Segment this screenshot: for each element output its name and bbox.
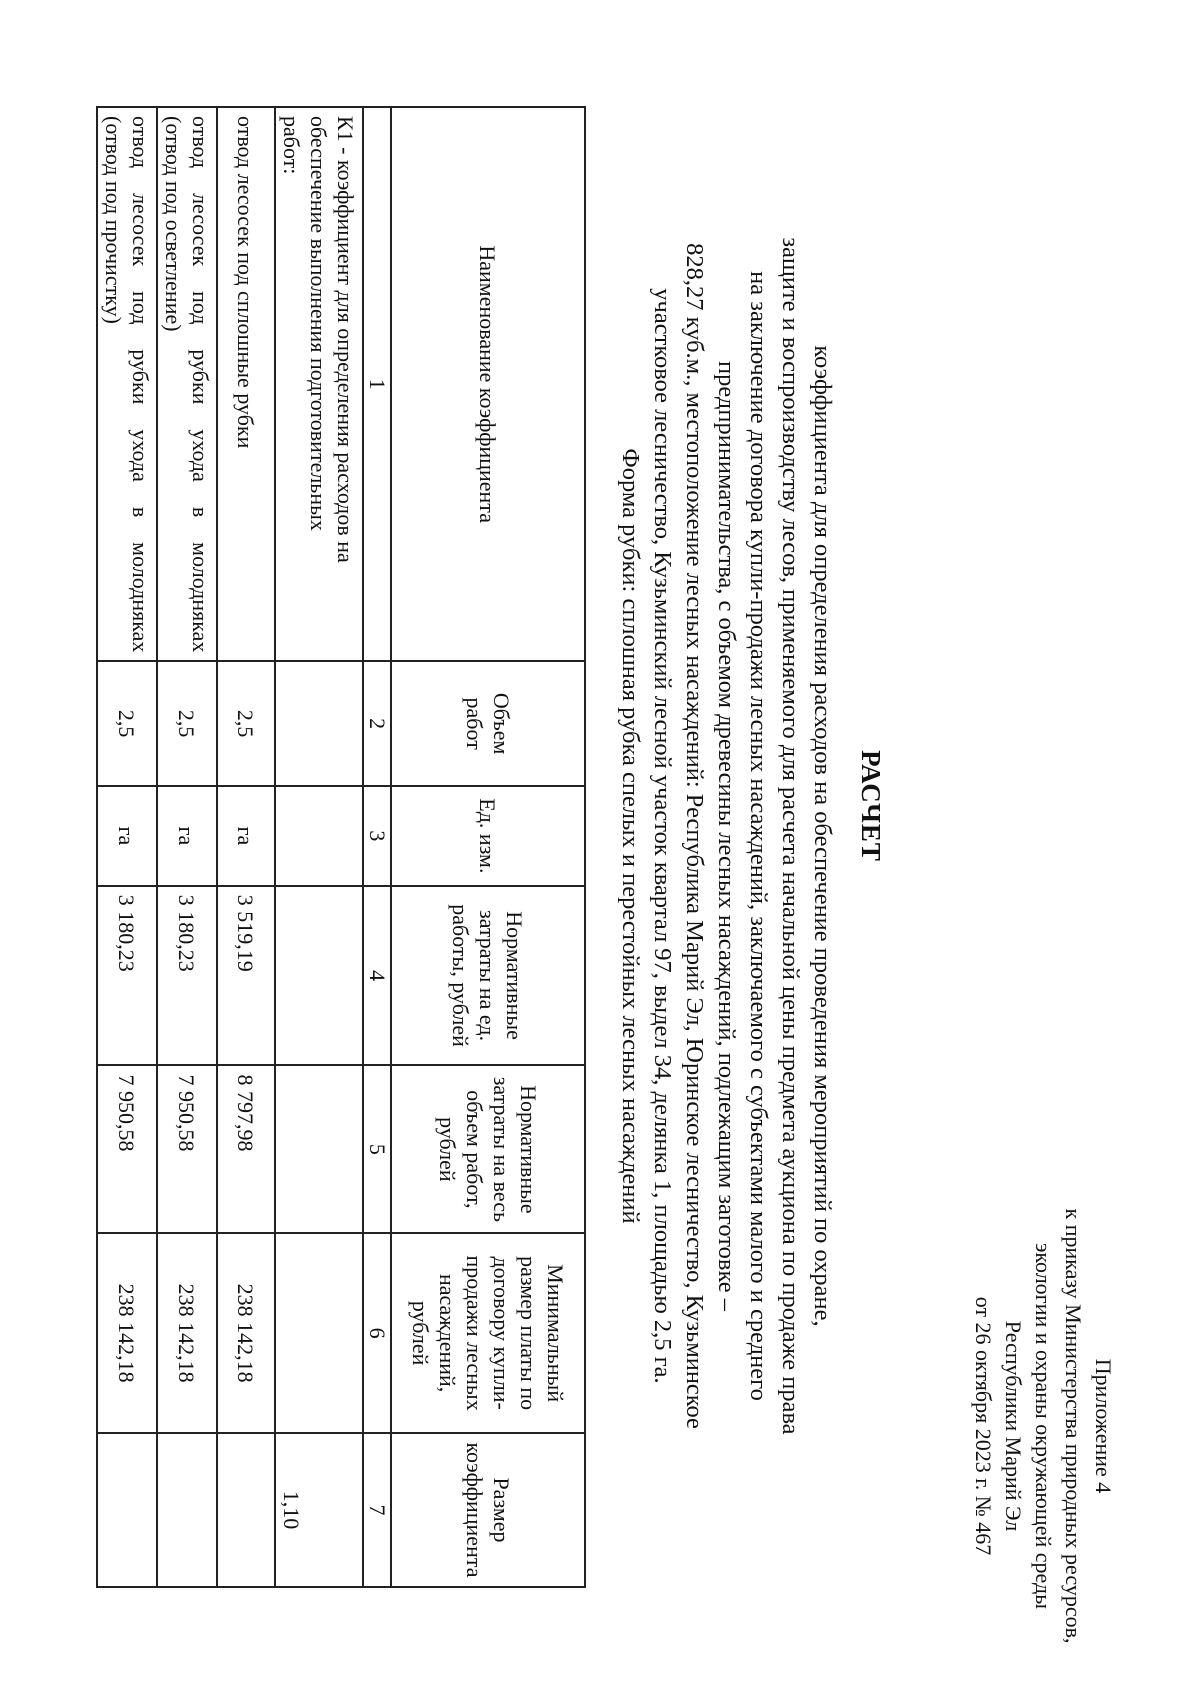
- table-row: [217, 107, 275, 1587]
- row-name-cell: [97, 107, 157, 661]
- table-row: [275, 107, 363, 1587]
- header-total-cost: Нормативные затраты на весь объем работ, рублей: [391, 1065, 585, 1233]
- row-unit-cost: 3 519,19: [217, 886, 275, 1066]
- calculation-table: [96, 106, 586, 1588]
- empty-cell: [275, 661, 363, 786]
- appendix-line: от 26 октября 2023 г. № 467: [971, 1296, 996, 1556]
- subtitle-line: 828,27 куб.м., местоположение лесных насаждений: Республика Марий Эл, Юринское лесничество, Кузьминское: [681, 243, 708, 1429]
- subtitle-line: на заключение договора купли-продажи лесных насаждений, заключаемого с субъектами малого и среднего: [745, 271, 772, 1401]
- row-volume: 2,5: [97, 661, 157, 786]
- header-coefficient-size: Размер коэффициента: [391, 1433, 585, 1587]
- column-number: 6: [363, 1233, 391, 1433]
- table-header-row: [391, 107, 585, 1587]
- k1-name-line: К1 - коэффициент для определения расходов на: [333, 116, 359, 563]
- header-coefficient-name: Наименование коэффициента: [391, 107, 585, 661]
- subtitle-line: защите и воспроизводству лесов, применяемого для расчета начальной цены предмета аукциона по продаже права: [777, 237, 804, 1435]
- appendix-block: [968, 1186, 1118, 1666]
- row-total-cost: 7 950,58: [157, 1065, 217, 1233]
- empty-cell: [157, 1433, 217, 1587]
- appendix-line: экологии и охраны окружающей среды: [1031, 1242, 1056, 1610]
- appendix-line: Приложение 4: [1091, 1358, 1116, 1494]
- row-name-line: (отвод под прочистку): [101, 116, 126, 324]
- subtitle-line: коэффициента для определения расходов на обеспечение проведения мероприятий по охране,: [809, 345, 836, 1327]
- subtitle-line: предпринимательства, с объемом древесины лесных насаждений, подлежащим заготовке –: [713, 360, 740, 1312]
- column-number: 5: [363, 1065, 391, 1233]
- row-total-cost: 7 950,58: [97, 1065, 157, 1233]
- appendix-line: Республики Марий Эл: [1001, 1320, 1026, 1532]
- row-min-payment: 238 142,18: [97, 1233, 157, 1433]
- subtitle-line: участковое лесничество, Кузьминский лесной участок квартал 97, выдел 34, делянка 1, площадью 2,5 га.: [649, 288, 676, 1384]
- empty-cell: [275, 886, 363, 1066]
- row-name-line: отвод лесосек под рубки ухода в молодняках: [188, 116, 213, 653]
- row-unit-cost: 3 180,23: [97, 886, 157, 1066]
- empty-cell: [275, 786, 363, 886]
- table-row: [157, 107, 217, 1587]
- row-name-cell: [217, 107, 275, 661]
- row-unit: га: [157, 786, 217, 886]
- row-name-line: отвод лесосек под сплошные рубки: [233, 116, 259, 449]
- k1-name-line: работ:: [279, 116, 305, 175]
- k1-coefficient-value: 1,10: [275, 1433, 363, 1587]
- row-name-cell: [157, 107, 217, 661]
- row-min-payment: 238 142,18: [157, 1233, 217, 1433]
- column-number: 2: [363, 661, 391, 786]
- empty-cell: [275, 1065, 363, 1233]
- empty-cell: [217, 1433, 275, 1587]
- header-min-payment: Минимальный размер платы по договору купли-продажи лесных насаждений, рублей: [391, 1233, 585, 1433]
- column-number: 1: [363, 107, 391, 661]
- rotated-document-page: [10, 6, 1200, 1686]
- column-number-row: [363, 107, 391, 1587]
- empty-cell: [97, 1433, 157, 1587]
- row-min-payment: 238 142,18: [217, 1233, 275, 1433]
- row-volume: 2,5: [157, 661, 217, 786]
- column-number: 3: [363, 786, 391, 886]
- row-total-cost: 8 797,98: [217, 1065, 275, 1233]
- row-unit: га: [97, 786, 157, 886]
- row-name-line: (отвод под осветление): [161, 116, 186, 332]
- row-unit: га: [217, 786, 275, 886]
- column-number: 7: [363, 1433, 391, 1587]
- document-subtitle: [614, 156, 838, 1516]
- subtitle-line: Форма рубки: сплошная рубка спелых и перестойных лесных насаждений: [617, 448, 644, 1224]
- column-number: 4: [363, 886, 391, 1066]
- document-title: РАСЧЕТ: [856, 750, 886, 862]
- k1-name-line: обеспечение выполнения подготовительных: [306, 116, 332, 531]
- row-name-line: отвод лесосек под рубки ухода в молодняках: [128, 116, 153, 653]
- appendix-line: к приказу Министерства природных ресурсов,: [1061, 1208, 1086, 1644]
- header-work-volume: Объем работ: [391, 661, 585, 786]
- empty-cell: [275, 1233, 363, 1433]
- row-volume: 2,5: [217, 661, 275, 786]
- row-unit-cost: 3 180,23: [157, 886, 217, 1066]
- header-unit: Ед. изм.: [391, 786, 585, 886]
- k1-name-cell: [275, 107, 363, 661]
- table-row: [97, 107, 157, 1587]
- header-unit-cost: Нормативные затраты на ед. работы, рублей: [391, 886, 585, 1066]
